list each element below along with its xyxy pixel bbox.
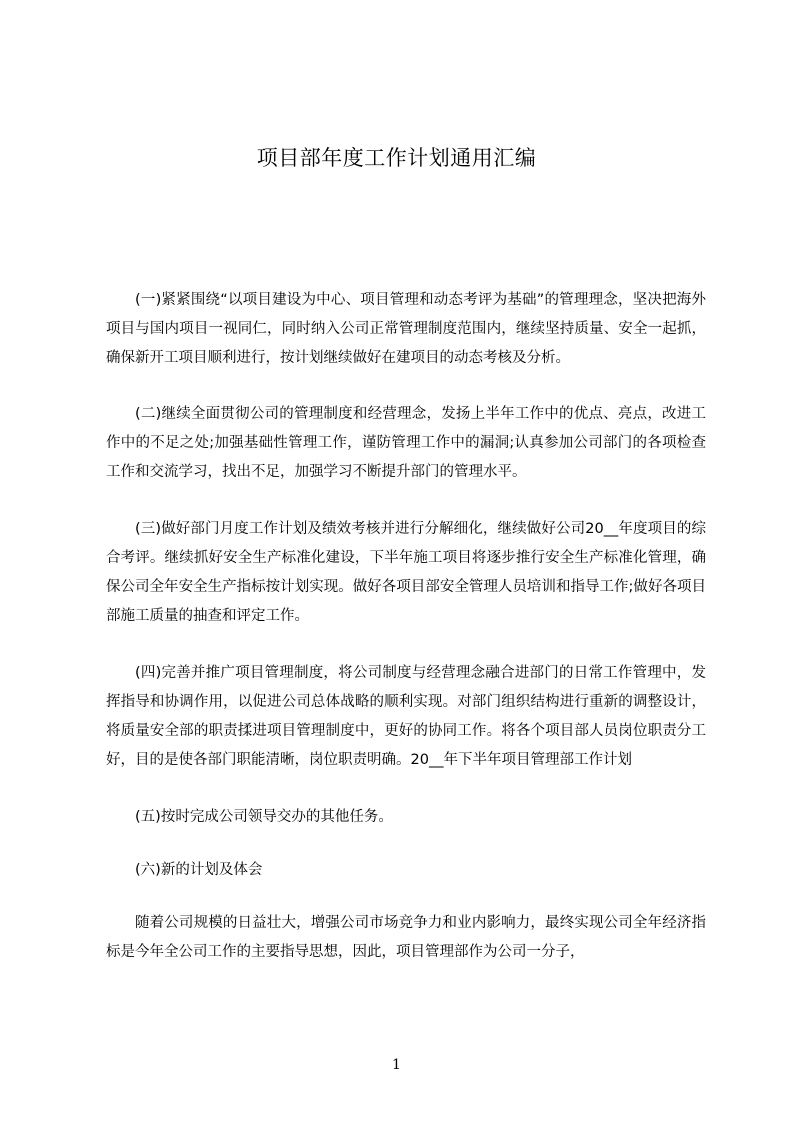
paragraph-4: (四)完善并推广项目管理制度，将公司制度与经营理念融合进部门的日常工作管理中，发挥指导和协调作用，以促进公司总体战略的顺利实现。对部门组织结构进行重新的调整设计，将质量安全部的职责揉进项目管理制度中，更好的协同工作。将各个项目部人员岗位职责分工好，目的是使各部门职能清晰，岗位职责明确。20__年下半年项目管理部工作计划 (106, 665, 706, 768)
page-number: 1 (392, 1057, 401, 1073)
paragraph-5: (五)按时完成公司领导交办的其他任务。 (135, 809, 393, 825)
document-body (106, 286, 706, 967)
paragraph-6: (六)新的计划及体会 (135, 862, 263, 878)
paragraph-1: (一)紧紧围绕“以项目建设为中心、项目管理和动态考评为基础”的管理理念，坚决把海外项目与国内项目一视同仁，同时纳入公司正常管理制度范围内，继续坚持质量、安全一起抓，确保新开工项目顺利进行，按计划继续做好在建项目的动态考核及分析。 (106, 292, 706, 366)
document-title: 项目部年度工作计划通用汇编 (256, 146, 537, 170)
paragraph-3: (三)做好部门月度工作计划及绩效考核并进行分解细化，继续做好公司20__年度项目的综合考评。继续抓好安全生产标准化建设，下半年施工项目将逐步推行安全生产标准化管理，确保公司全年安全生产指标按计划实现。做好各项目部安全管理人员培训和指导工作;做好各项目部施工质量的抽查和评定工作。 (106, 521, 706, 624)
paragraph-2: (二)继续全面贯彻公司的管理制度和经营理念，发扬上半年工作中的优点、亮点，改进工作中的不足之处;加强基础性管理工作，谨防管理工作中的漏洞;认真参加公司部门的各项检查工作和交流学习，找出不足，加强学习不断提升部门的管理水平。 (106, 406, 706, 480)
paragraph-7: 随着公司规模的日益壮大，增强公司市场竞争力和业内影响力，最终实现公司全年经济指标是今年全公司工作的主要指导思想，因此，项目管理部作为公司一分子， (106, 915, 706, 960)
